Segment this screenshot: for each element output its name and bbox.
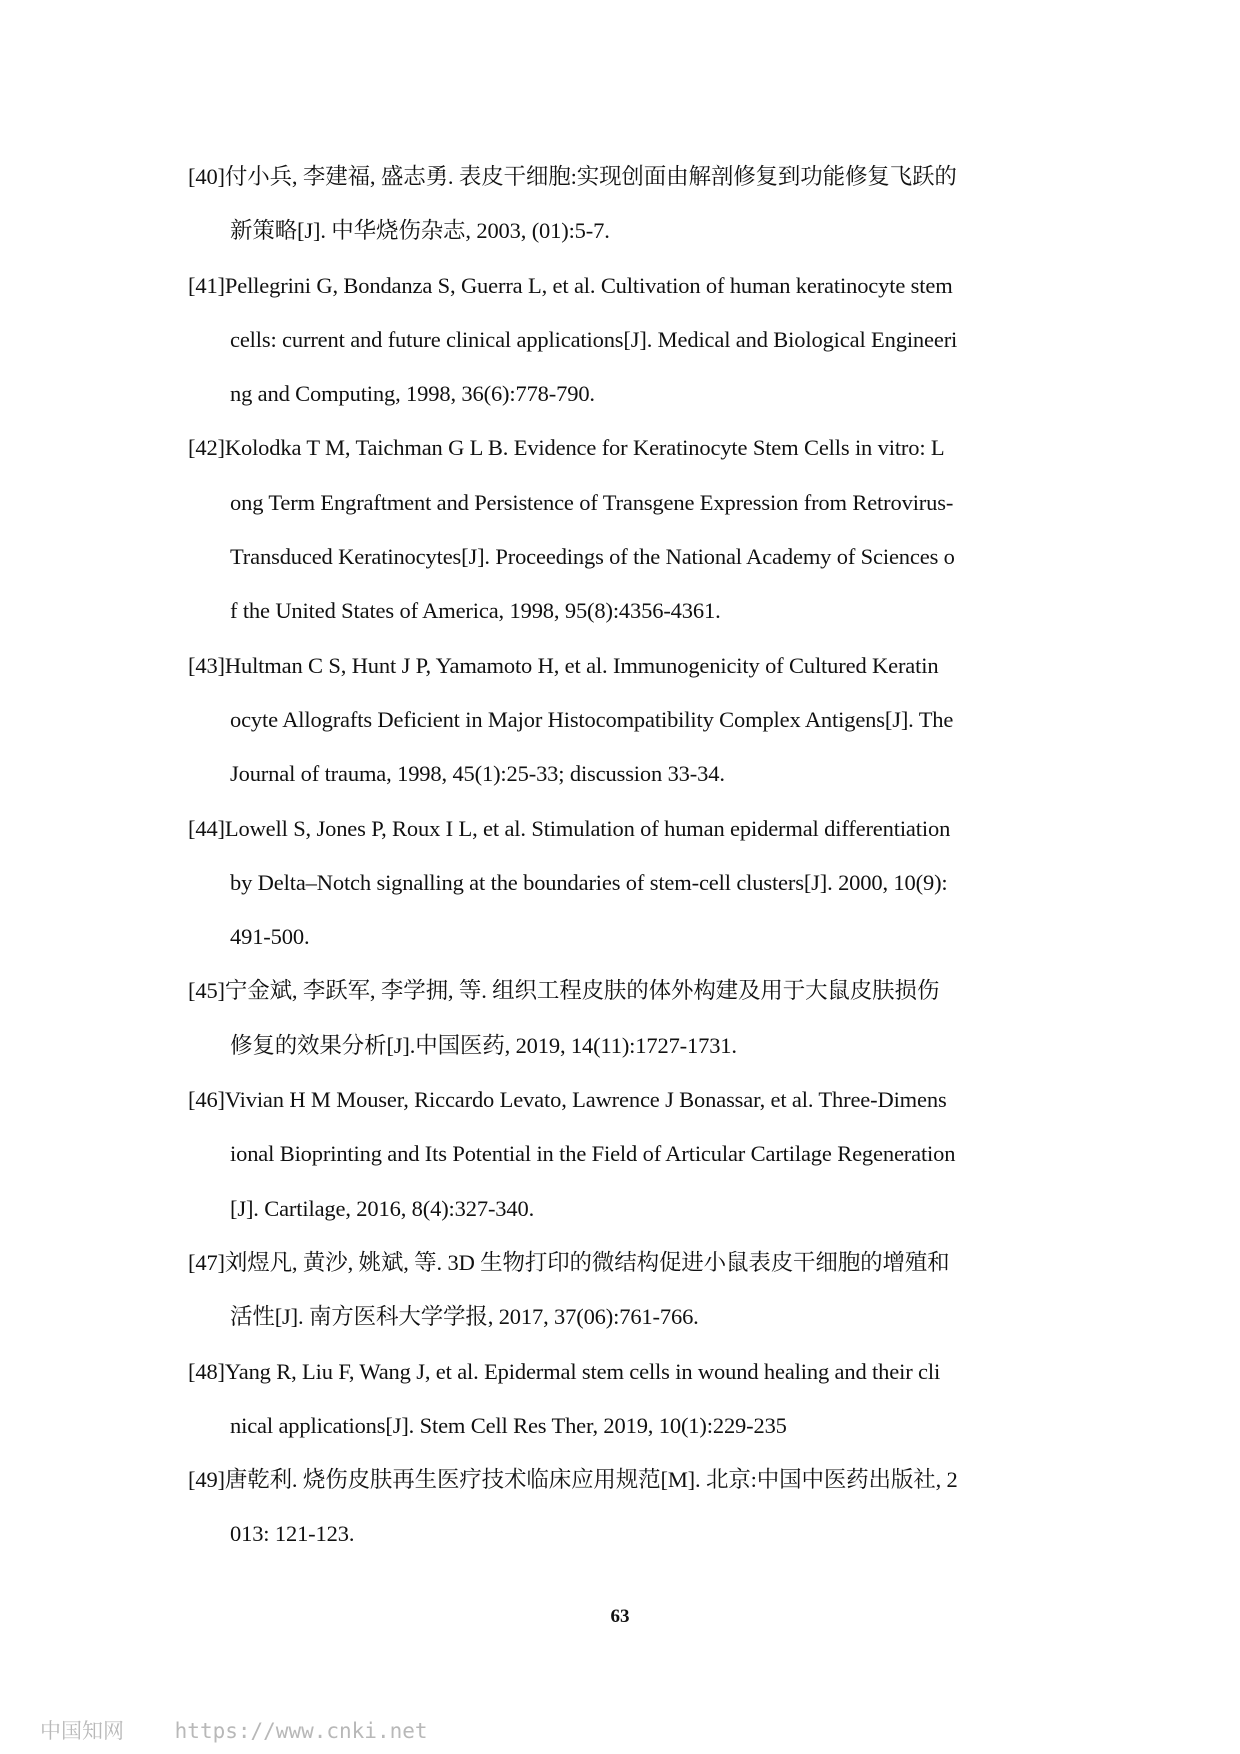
reference-49 [188,1466,1058,1575]
reference-line: [44]Lowell S, Jones P, Roux I L, et al. Stimulation of human epidermal differentiation [188,815,951,841]
reference-line: nical applications[J]. Stem Cell Res Ther, 2019, 10(1):229-235 [230,1412,787,1438]
reference-line: Transduced Keratinocytes[J]. Proceedings of the National Academy of Sciences o [230,544,955,570]
reference-line: ocyte Allografts Deficient in Major Histocompatibility Complex Antigens[J]. The [230,706,954,732]
reference-line: [47]刘煜凡, 黄沙, 姚斌, 等. 3D 生物打印的微结构促进小鼠表皮干细胞的增殖和 [188,1249,950,1275]
reference-line: [49]唐乾利. 烧伤皮肤再生医疗技术临床应用规范[M]. 北京:中国中医药出版社, 2 [188,1467,958,1493]
reference-line: f the United States of America, 1998, 95(8):4356-4361. [230,598,721,624]
reference-43 [188,652,1058,815]
reference-line: by Delta–Notch signalling at the boundaries of stem-cell clusters[J]. 2000, 10(9): [230,869,948,895]
reference-line: [40]付小兵, 李建福, 盛志勇. 表皮干细胞:实现创面由解剖修复到功能修复飞跃的 [188,164,957,189]
reference-line: [48]Yang R, Liu F, Wang J, et al. Epidermal stem cells in wound healing and their cli [188,1358,941,1384]
reference-48 [188,1358,1058,1467]
reference-line: [46]Vivian H M Mouser, Riccardo Levato, Lawrence J Bonassar, et al. Three-Dimens [188,1087,947,1113]
reference-line: Journal of trauma, 1998, 45(1):25-33; discussion 33-34. [230,761,725,787]
reference-line: ional Bioprinting and Its Potential in the Field of Articular Cartilage Regeneration [230,1141,956,1167]
reference-line: [43]Hultman C S, Hunt J P, Yamamoto H, et al. Immunogenicity of Cultured Keratin [188,652,939,678]
reference-line: 491-500. [230,924,310,950]
reference-line: ong Term Engraftment and Persistence of Transgene Expression from Retrovirus- [230,489,954,515]
reference-45 [188,977,1058,1086]
reference-line: cells: current and future clinical applications[J]. Medical and Biological Engineeri [230,326,958,352]
reference-44 [188,815,1058,978]
reference-46 [188,1086,1058,1249]
reference-line: [J]. Cartilage, 2016, 8(4):327-340. [230,1195,535,1221]
reference-list [188,163,1058,1575]
reference-47 [188,1249,1058,1358]
watermark-url: https://www.cnki.net [174,1719,428,1743]
reference-line: ng and Computing, 1998, 36(6):778-790. [230,381,595,407]
page-number: 63 [610,1606,630,1627]
reference-42 [188,434,1058,651]
reference-line: 013: 121-123. [230,1521,355,1547]
reference-line: [45]宁金斌, 李跃军, 李学拥, 等. 组织工程皮肤的体外构建及用于大鼠皮肤损伤 [188,978,940,1004]
reference-line: 活性[J]. 南方医科大学学报, 2017, 37(06):761-766. [230,1304,699,1330]
watermark [40,1715,428,1745]
reference-line: 新策略[J]. 中华烧伤杂志, 2003, (01):5-7. [230,218,610,244]
reference-41 [188,272,1058,435]
reference-line: 修复的效果分析[J].中国医药, 2019, 14(11):1727-1731. [230,1032,737,1058]
reference-line: [41]Pellegrini G, Bondanza S, Guerra L, et al. Cultivation of human keratinocyte stem [188,272,953,298]
watermark-brand: 中国知网 [40,1719,124,1743]
reference-40 [188,163,1058,272]
reference-line: [42]Kolodka T M, Taichman G L B. Evidence for Keratinocyte Stem Cells in vitro: L [188,435,945,461]
